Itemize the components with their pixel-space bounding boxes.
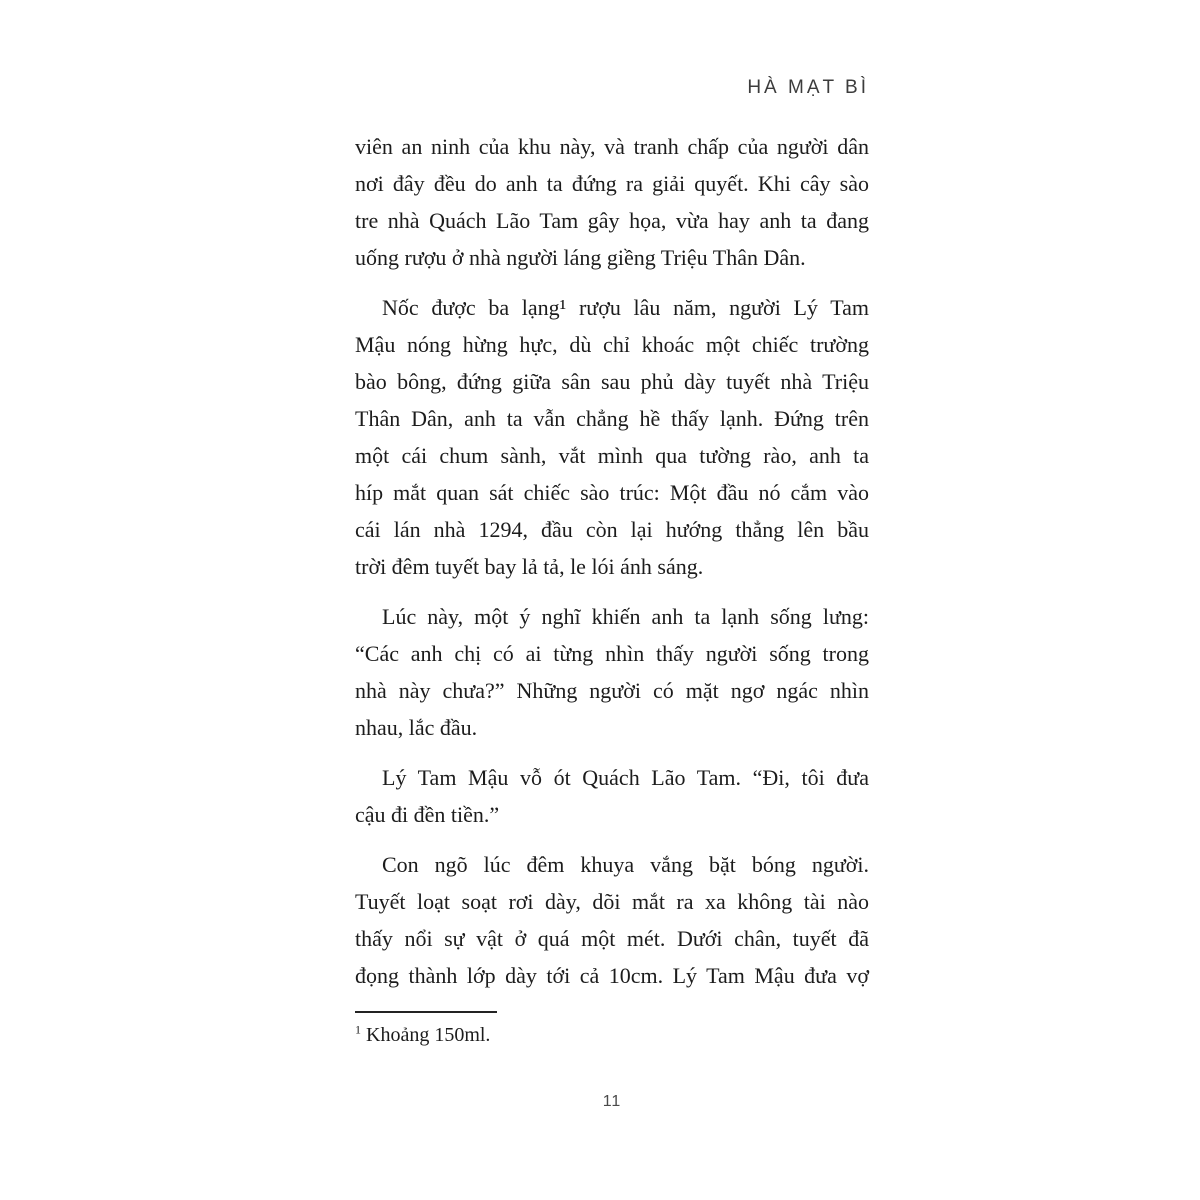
text-line: Lúc này, một ý nghĩ khiến anh ta lạnh sống lưng: [382, 604, 869, 629]
footnote [355, 1011, 869, 1049]
text-line: cái lán nhà 1294, đầu còn lại hướng thẳng lên bầu [355, 517, 869, 542]
footnote-rule [355, 1011, 497, 1013]
text-line: Lý Tam Mậu vỗ ót Quách Lão Tam. “Đi, tôi đưa [382, 765, 869, 790]
running-header: HÀ MẠT BÌ [747, 77, 869, 98]
text-line: Mậu nóng hừng hực, dù chỉ khoác một chiếc trường [355, 332, 869, 357]
text-line: viên an ninh của khu này, và tranh chấp của người dân [355, 134, 869, 159]
page-number: 11 [602, 1093, 622, 1110]
paragraph [355, 846, 869, 994]
text-line: Thân Dân, anh ta vẫn chẳng hề thấy lạnh. Đứng trên [355, 406, 869, 431]
footnote-marker: 1 [355, 1022, 361, 1037]
text-line: trời đêm tuyết bay lả tả, le lói ánh sáng. [355, 554, 704, 579]
text-line: cậu đi đền tiền.” [355, 802, 500, 827]
text-line: híp mắt quan sát chiếc sào trúc: Một đầu nó cắm vào [355, 480, 869, 505]
text-line: nơi đây đều do anh ta đứng ra giải quyết. Khi cây sào [355, 171, 869, 196]
text-line: bào bông, đứng giữa sân sau phủ dày tuyết nhà Triệu [355, 369, 869, 394]
text-line: một cái chum sành, vắt mình qua tường rào, anh ta [355, 443, 869, 468]
text-line: đọng thành lớp dày tới cả 10cm. Lý Tam Mậu đưa vợ [355, 963, 869, 988]
text-line: Nốc được ba lạng¹ rượu lâu năm, người Lý Tam [382, 295, 869, 320]
footnote-text: Khoảng 150ml. [366, 1024, 491, 1046]
paragraph [355, 759, 869, 833]
paragraph [355, 598, 869, 746]
text-line: Con ngõ lúc đêm khuya vắng bặt bóng người. [382, 852, 869, 877]
paragraph [355, 128, 869, 276]
text-line: “Các anh chị có ai từng nhìn thấy người sống trong [355, 641, 869, 666]
text-line: nhà này chưa?” Những người có mặt ngơ ngác nhìn [355, 678, 869, 703]
paragraph [355, 289, 869, 585]
text-line: thấy nổi sự vật ở quá một mét. Dưới chân, tuyết đã [355, 926, 869, 951]
text-line: Tuyết loạt soạt rơi dày, dõi mắt ra xa không tài nào [355, 889, 869, 914]
page-body [355, 128, 869, 1007]
text-line: tre nhà Quách Lão Tam gây họa, vừa hay anh ta đang [355, 208, 869, 233]
text-line: nhau, lắc đầu. [355, 715, 478, 740]
text-line: uống rượu ở nhà người láng giềng Triệu Thân Dân. [355, 245, 806, 270]
footnote-text-line [355, 1021, 869, 1049]
